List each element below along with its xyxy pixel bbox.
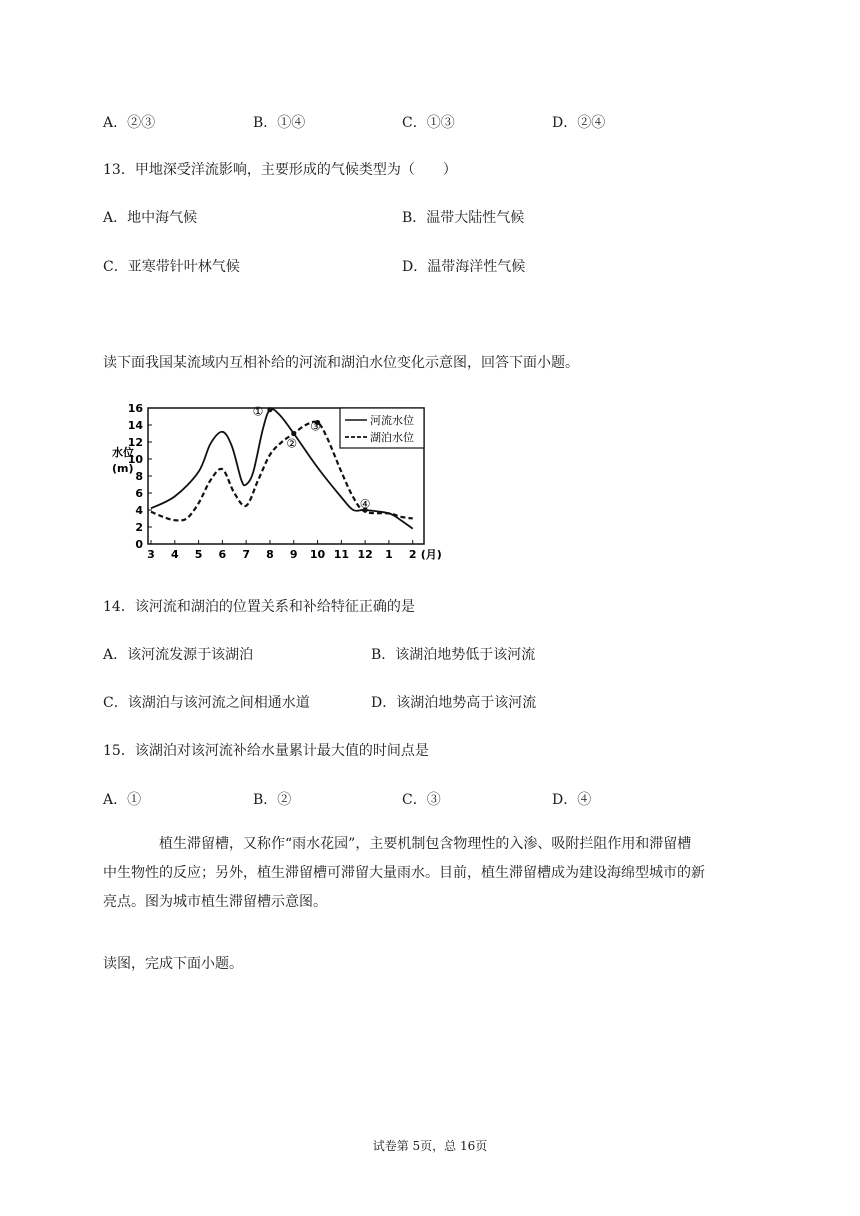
legend-lake: 湖泊水位 [370, 431, 414, 444]
y-tick-label: 4 [135, 504, 143, 517]
y-tick-label: 10 [127, 453, 143, 466]
q12-option-d: D．②④ [552, 115, 606, 131]
x-tick-label: 1 [385, 548, 393, 561]
y-axis-label-line2: (m) [112, 462, 134, 475]
water-level-chart [108, 396, 442, 562]
q14-option-d: D．该湖泊地势高于该河流 [371, 695, 537, 711]
x-tick-label: 7 [242, 548, 251, 561]
y-tick-label: 16 [127, 402, 143, 415]
q15-option-b: B．② [253, 792, 292, 808]
legend-river: 河流水位 [370, 414, 414, 427]
marker-label: ③ [310, 419, 321, 434]
x-tick-label: 11 [333, 548, 350, 561]
q15-option-c: C．③ [402, 792, 441, 808]
q14-option-c: C．该湖泊与该河流之间相通水道 [103, 695, 310, 711]
instruction: 读图，完成下面小题。 [103, 956, 243, 972]
y-tick-label: 12 [127, 436, 143, 449]
x-tick-label: 10 [309, 548, 326, 561]
q15-stem: 15．该湖泊对该河流补给水量累计最大值的时间点是 [103, 743, 429, 759]
q14-option-b: B．该湖泊地势低于该河流 [371, 647, 536, 663]
marker-point [267, 407, 272, 412]
y-axis-label-line1: 水位 [112, 446, 134, 459]
y-tick-label: 0 [135, 538, 143, 551]
passage-line-2: 中生物性的反应；另外，植生滞留槽可滞留大量雨水。目前，植生滞留槽成为建设海绵型城市的新 [103, 865, 705, 881]
x-tick-label: 5 [194, 548, 203, 561]
q12-option-b: B．①④ [253, 115, 306, 131]
y-tick-label: 8 [135, 470, 143, 483]
x-axis-label: (月) [420, 548, 442, 561]
x-tick-label: 4 [170, 548, 179, 561]
x-tick-label: 6 [218, 548, 227, 561]
q12-option-c: C．①③ [402, 115, 455, 131]
q12-option-a: A．②③ [103, 115, 156, 131]
page-footer: 试卷第 5页，总 16页 [372, 1139, 488, 1153]
q15-option-d: D．④ [552, 792, 592, 808]
y-tick-label: 2 [135, 521, 143, 534]
q14-stem: 14．该河流和湖泊的位置关系和补给特征正确的是 [103, 599, 415, 615]
y-tick-label: 6 [135, 487, 143, 500]
q13-option-c: C．亚寒带针叶林气候 [103, 259, 240, 275]
q14-option-a: A．该河流发源于该湖泊 [103, 647, 254, 663]
passage-line-1: 植生滞留槽，又称作“雨水花园”，主要机制包含物理性的入渗、吸附拦阻作用和滞留槽 [159, 836, 692, 852]
q13-option-d: D．温带海洋性气候 [402, 259, 526, 275]
q13-option-a: A．地中海气候 [103, 210, 198, 226]
y-tick-label: 14 [127, 419, 143, 432]
x-tick-label: 8 [266, 548, 274, 561]
q13-option-b: B．温带大陆性气候 [402, 210, 525, 226]
marker-label: ① [252, 404, 264, 419]
x-tick-label: 3 [147, 548, 155, 561]
marker-point [291, 431, 296, 436]
passage [103, 830, 758, 917]
marker-label: ② [286, 436, 298, 451]
x-tick-label: 2 [408, 548, 417, 561]
x-tick-label: 12 [357, 548, 373, 561]
marker-label: ④ [359, 497, 371, 511]
passage-line-3: 亮点。图为城市植生滞留槽示意图。 [103, 894, 327, 910]
x-tick-label: 9 [289, 548, 298, 561]
q13-stem: 13．甲地深受洋流影响，主要形成的气候类型为（ ） [103, 162, 457, 178]
q15-option-a: A．① [103, 792, 142, 808]
legend [340, 408, 424, 448]
chart-intro: 读下面我国某流域内互相补给的河流和湖泊水位变化示意图，回答下面小题。 [103, 355, 579, 371]
